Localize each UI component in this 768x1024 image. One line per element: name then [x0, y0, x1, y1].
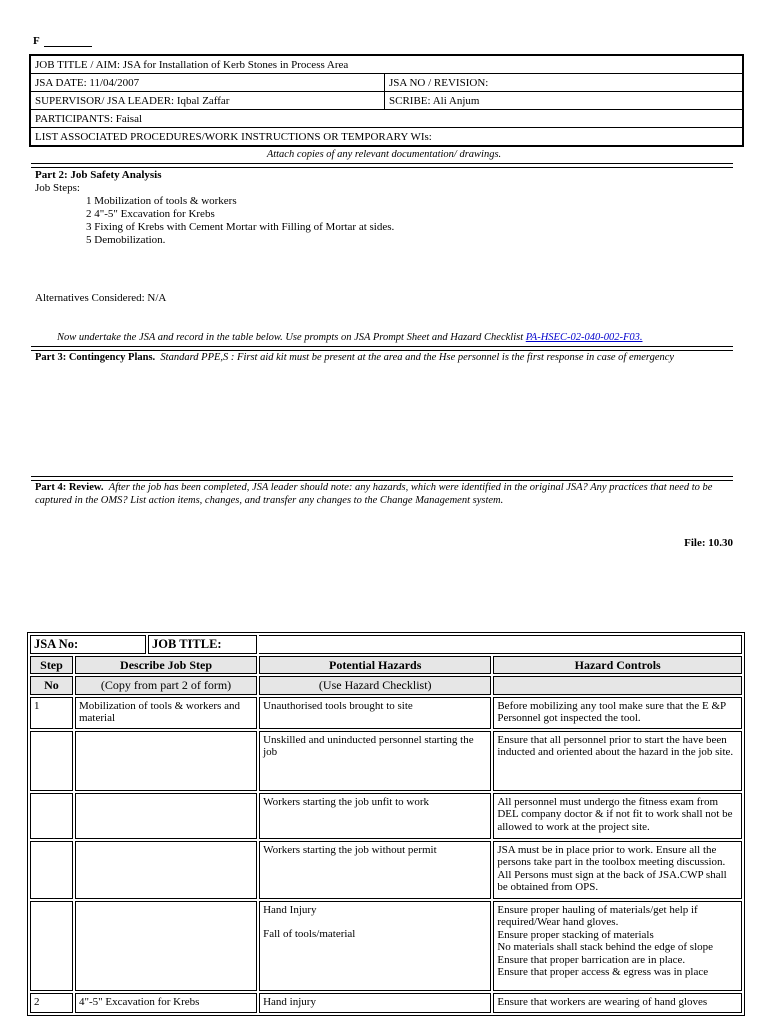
part4-title: Part 4: Review. [35, 482, 104, 493]
part2-section [35, 169, 394, 247]
control-line: No materials shall stack behind the edge of slope [497, 941, 714, 953]
hazard-control: Ensure that all personnel prior to start the have been inducted and oriented about the hazard in the job site. [493, 731, 742, 791]
form-number-blank [44, 36, 92, 47]
job-steps-list [35, 195, 394, 247]
part3-text: Standard PPE,S : First aid kit must be present at the area and the Hse personnel is the first response in case of emergency [160, 352, 675, 363]
attach-note: Attach copies of any relevant documentation/ drawings. [266, 149, 502, 160]
table-row [30, 731, 742, 791]
supervisor-field: SUPERVISOR/ JSA LEADER: Iqbal Zaffar [30, 92, 385, 110]
step-description: 4"-5" Excavation for Krebs [75, 993, 257, 1013]
job-step-item: 1 Mobilization of tools & workers [86, 195, 237, 207]
alternatives-considered: Alternatives Considered: N/A [35, 292, 167, 304]
step-no [30, 731, 73, 791]
potential-hazard: Workers starting the job unfit to work [259, 793, 491, 839]
potential-hazard: Unskilled and uninducted personnel starting the job [259, 731, 491, 791]
step-description [75, 793, 257, 839]
participants-field: PARTICIPANTS: Faisal [30, 110, 743, 128]
hazard-control: JSA must be in place prior to work. Ensure all the persons take part in the toolbox meeting discussion. All Persons must sign at the back of JSA.CWP shall be obtained from OPS. [493, 841, 742, 899]
potential-hazard: Hand injury [259, 993, 491, 1013]
subheader-copy: (Copy from part 2 of form) [75, 676, 257, 695]
job-step-item: 5 Demobilization. [86, 234, 166, 246]
part4-text: After the job has been completed, JSA leader should note: any hazards, which were identified in the original JSA? Any practices that need to be captured in the OMS? List action items, changes, and transfer any changes to the Change Management system. [35, 482, 713, 506]
job-steps-label: Job Steps: [35, 182, 80, 194]
step-description [75, 731, 257, 791]
step-no [30, 793, 73, 839]
subheader-empty [493, 676, 742, 695]
hazard-line: Hand Injury [263, 903, 317, 916]
col-header-controls: Hazard Controls [493, 656, 742, 675]
col-header-hazards: Potential Hazards [259, 656, 491, 675]
jsa-no-label: JSA No: [30, 635, 146, 654]
hazard-control [493, 901, 742, 991]
undertake-note: Now undertake the JSA and record in the table below. Use prompts on JSA Prompt Sheet and Hazard Checklist PA-HSEC-02-040-002-F03. [57, 332, 643, 343]
control-line: Ensure that proper barrication are in place. [497, 953, 686, 966]
step-description [75, 901, 257, 991]
table-row [30, 993, 742, 1013]
col-header-step: Step [30, 656, 73, 675]
job-title-field: JOB TITLE / AIM: JSA for Installation of Kerb Stones in Process Area [30, 55, 743, 74]
step-no [30, 901, 73, 991]
step-description [75, 841, 257, 899]
step-no: 2 [30, 993, 73, 1013]
hazard-control: Ensure that workers are wearing of hand gloves [493, 993, 742, 1013]
job-step-item: 3 Fixing of Krebs with Cement Mortar with Filling of Mortar at sides. [86, 221, 395, 233]
part3-section [35, 351, 735, 364]
table-row [30, 793, 742, 839]
form-marker: F [33, 35, 92, 47]
step-no [30, 841, 73, 899]
file-reference: File: 10.30 [684, 537, 733, 549]
jsa-no-cell [30, 635, 257, 654]
jsa-header-table [29, 54, 744, 147]
part2-title: Part 2: Job Safety Analysis [35, 169, 162, 181]
jsa-date-field: JSA DATE: 11/04/2007 [30, 74, 385, 92]
step-no: 1 [30, 697, 73, 729]
divider [31, 163, 733, 168]
col-header-describe: Describe Job Step [75, 656, 257, 675]
potential-hazard: Unauthorised tools brought to site [259, 697, 491, 729]
job-title-label: JOB TITLE: [148, 635, 257, 654]
table-row [30, 841, 742, 899]
potential-hazard: Workers starting the job without permit [259, 841, 491, 899]
subheader-no: No [30, 676, 73, 695]
hazard-line: Fall of tools/material [263, 928, 356, 940]
table-row [30, 901, 742, 991]
subheader-checklist: (Use Hazard Checklist) [259, 676, 491, 695]
table-row [30, 697, 742, 729]
jsa-no-field: JSA NO / REVISION: [385, 74, 744, 92]
scribe-field: SCRIBE: Ali Anjum [385, 92, 744, 110]
control-line: Ensure proper hauling of materials/get help if required/Wear hand gloves. [497, 903, 698, 928]
hazard-checklist-link[interactable]: PA-HSEC-02-040-002-F03. [525, 332, 643, 343]
job-title-value-cell [259, 635, 742, 654]
hazard-control: Before mobilizing any tool make sure that the E &P Personnel got inspected the tool. [493, 697, 742, 729]
control-line: Ensure that proper access & egress was in place [497, 966, 709, 978]
hazard-control: All personnel must undergo the fitness exam from DEL company doctor & if not fit to work shall not be allowed to work at the project site. [493, 793, 742, 839]
part3-title: Part 3: Contingency Plans. [35, 352, 156, 363]
procedures-field: LIST ASSOCIATED PROCEDURES/WORK INSTRUCTIONS OR TEMPORARY WIs: [30, 128, 743, 147]
potential-hazard [259, 901, 491, 991]
control-line: Ensure proper stacking of materials [497, 928, 654, 941]
jsa-analysis-table [27, 632, 745, 1016]
step-description: Mobilization of tools & workers and material [75, 697, 257, 729]
job-step-item: 2 4"-5" Excavation for Krebs [86, 208, 215, 220]
part4-section [35, 481, 735, 507]
